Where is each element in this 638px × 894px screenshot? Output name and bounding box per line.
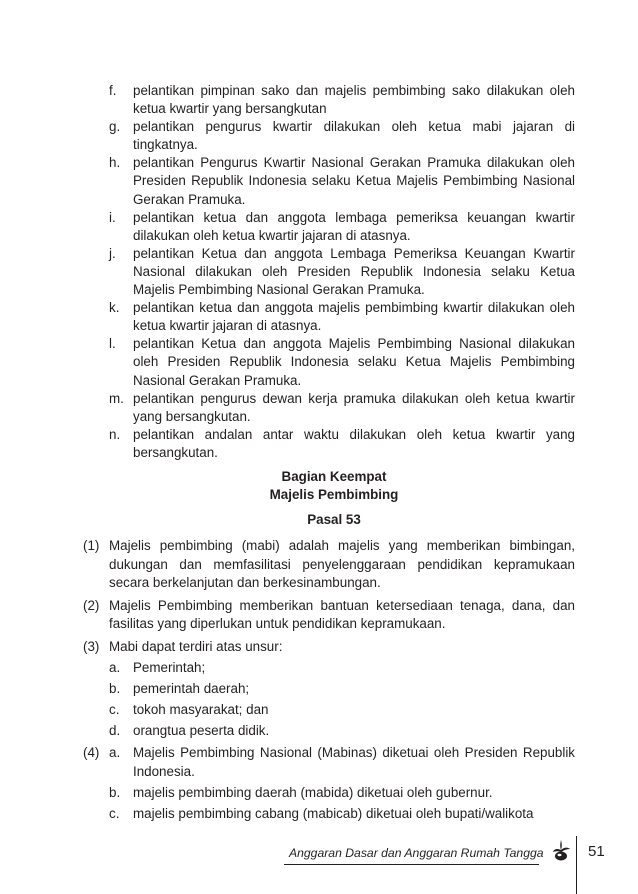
list-item: c. majelis pembimbing cabang (mabicab) diketuai oleh bupati/walikota	[109, 805, 534, 821]
list-item: f. pelantikan pimpinan sako dan majelis pembimbing sako dilakukan oleh ketua kwartir yang bersangkutan	[109, 83, 575, 117]
footer-vertical-rule	[576, 836, 577, 894]
footer-rule	[284, 864, 539, 865]
tunas-kelapa-icon	[551, 838, 571, 862]
section-title-heading: Majelis Pembimbing	[269, 487, 399, 503]
list-item: b. majelis pembimbing daerah (mabida) diketuai oleh gubernur.	[109, 784, 493, 800]
list-item: n. pelantikan andalan antar waktu dilakukan oleh ketua kwartir yang bersangkutan.	[109, 426, 575, 460]
paragraph: (4) a. Majelis Pembimbing Nasional (Mabinas) diketuai oleh Presiden Republik Indonesia.	[83, 745, 575, 779]
list-item: i. pelantikan ketua dan anggota lembaga pemeriksa keuangan kwartir dilakukan oleh ketua kwartir jajaran di atasnya.	[109, 209, 575, 243]
list-item: h. pelantikan Pengurus Kwartir Nasional Gerakan Pramuka dilakukan oleh Presiden Republik Indonesia selaku Ketua Majelis Pembimbing Nasional Gerakan Pramuka.	[109, 155, 575, 207]
list-item: a. Pemerintah;	[109, 660, 206, 676]
list-item: d. orangtua peserta didik.	[109, 723, 270, 739]
paragraph: (1) Majelis pembimbing (mabi) adalah majelis yang memberikan bimbingan, dukungan dan memfasilitasi penyelenggaraan pendidikan kepramukaan secara berkelanjutan dan berkesinambungan.	[83, 538, 575, 590]
list-item: j. pelantikan Ketua dan anggota Lembaga Pemeriksa Keuangan Kwartir Nasional dilakukan oleh Presiden Republik Indonesia selaku Ketua Majelis Pembimbing Nasional Gerakan Pramuka.	[109, 245, 575, 298]
article-heading: Pasal 53	[307, 511, 361, 527]
section-part-heading: Bagian Keempat	[281, 468, 387, 484]
page-footer	[0, 836, 638, 894]
list-item: c. tokoh masyarakat; dan	[109, 702, 269, 718]
paragraph: (3) Mabi dapat terdiri atas unsur:	[83, 638, 283, 654]
list-item: b. pemerintah daerah;	[109, 681, 250, 697]
list-item: l. pelantikan Ketua dan anggota Majelis Pembimbing Nasional dilakukan oleh Presiden Republik Indonesia selaku Ketua Majelis Pembimbing Nasional Gerakan Pramuka.	[109, 336, 575, 388]
list-item: g. pelantikan pengurus kwartir dilakukan oleh ketua mabi jajaran di tingkatnya.	[109, 119, 575, 153]
footer-title: Anggaran Dasar dan Anggaran Rumah Tangga	[289, 846, 544, 860]
list-item: k. pelantikan ketua dan anggota majelis pembimbing kwartir dilakukan oleh ketua kwartir jajaran di atasnya.	[109, 300, 575, 334]
list-item: m. pelantikan pengurus dewan kerja pramuka dilakukan oleh ketua kwartir yang bersangkutan.	[109, 390, 575, 424]
page-content	[0, 82, 638, 823]
paragraph: (2) Majelis Pembimbing memberikan bantuan ketersediaan tenaga, dana, dan fasilitas yang diperlukan untuk pendidikan kepramukaan.	[83, 597, 575, 631]
page-number: 51	[588, 843, 605, 860]
